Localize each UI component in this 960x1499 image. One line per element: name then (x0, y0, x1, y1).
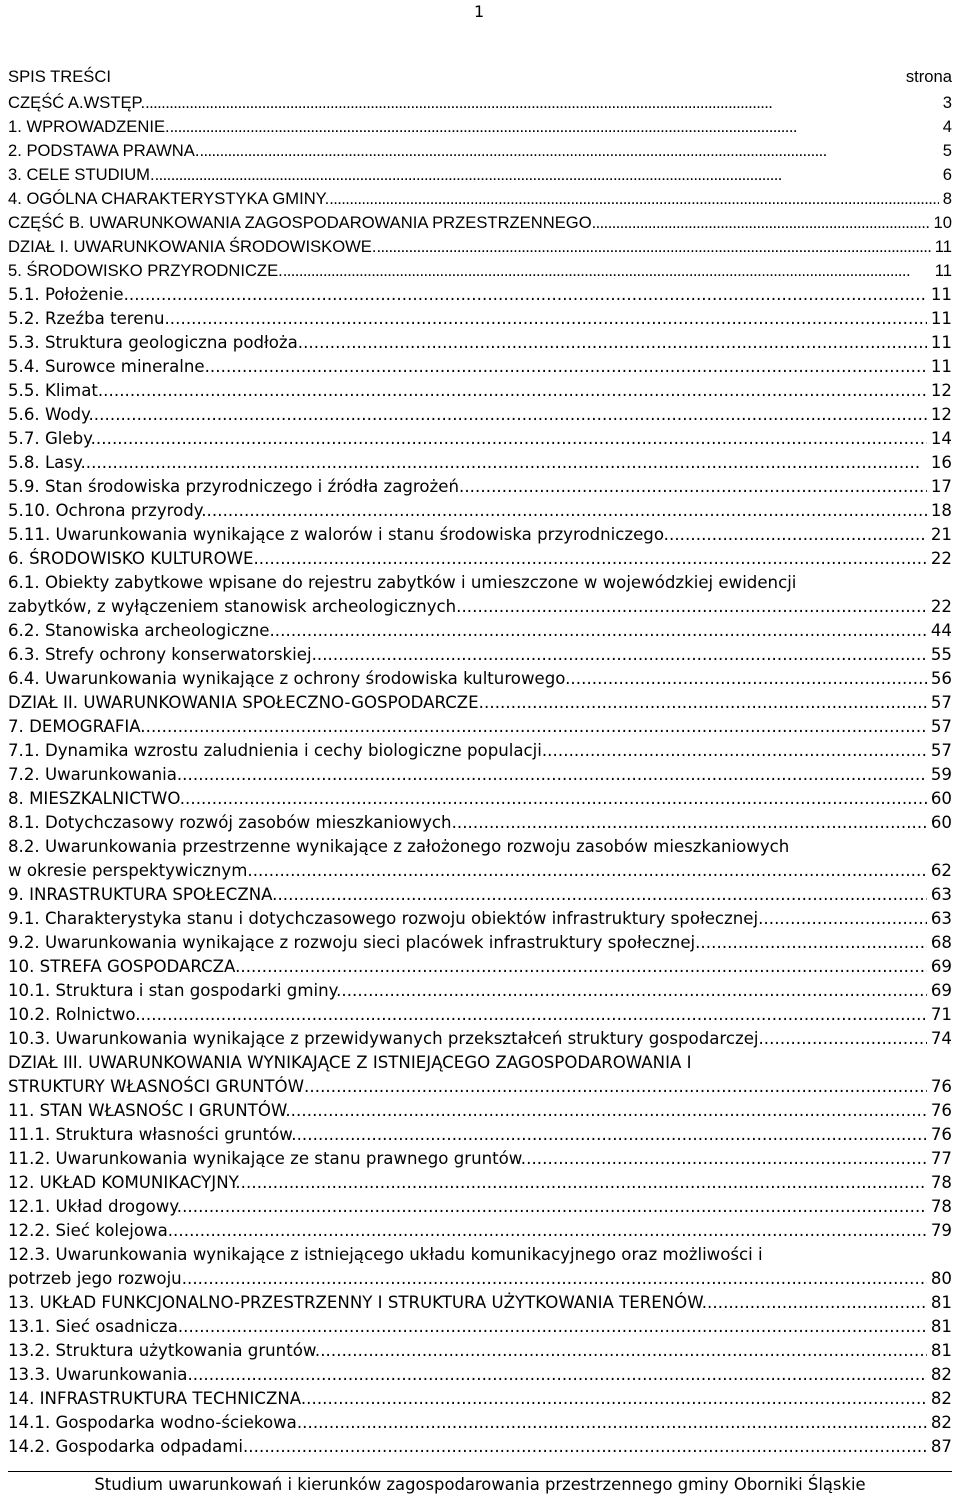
toc-entry[interactable] (8, 1387, 952, 1411)
toc-entry-page: 14 (930, 429, 952, 448)
toc-entry[interactable] (8, 643, 952, 667)
toc-entry-text: DZIAŁ II. UWARUNKOWANIA SPOŁECZNO-GOSPODARCZE (8, 693, 479, 712)
toc-entry-page: 12 (930, 405, 952, 424)
toc-entry-page: 76 (930, 1125, 952, 1144)
toc-dot-leader (170, 115, 939, 139)
toc-entry-page: 81 (930, 1341, 952, 1360)
toc-entry[interactable] (8, 907, 952, 931)
toc-dot-leader (376, 235, 930, 259)
toc-entry-page: 3 (942, 93, 952, 112)
toc-entry-page: 76 (930, 1101, 952, 1120)
toc-dot-leader (592, 211, 930, 235)
toc-dot-leader (700, 931, 926, 955)
toc-entry-page: 4 (942, 117, 952, 136)
toc-entry-text: 9.1. Charakterystyka stanu i dotychczasowego rozwoju obiektów infrastruktury społecznej. (8, 909, 764, 928)
toc-entry-page: 6 (942, 165, 952, 184)
toc-entry[interactable] (8, 667, 952, 691)
toc-entry-text: 14.1. Gospodarka wodno-ściekowa. (8, 1413, 303, 1432)
toc-entry-page: 80 (930, 1269, 952, 1288)
toc-entry[interactable] (8, 307, 952, 331)
toc-entry[interactable] (8, 979, 952, 1003)
toc-dot-leader (297, 1123, 927, 1147)
toc-entry-text: 12.1. Układ drogowy. (8, 1197, 183, 1216)
toc-entry-text: CZĘŚĆ A.WSTĘP. (8, 93, 146, 112)
toc-entry[interactable] (8, 1171, 952, 1195)
toc-dot-leader (320, 1339, 927, 1363)
toc-entry[interactable] (8, 403, 952, 427)
toc-entry-page: 81 (930, 1317, 952, 1336)
toc-entry-text: 12. UKŁAD KOMUNIKACYJNY. (8, 1173, 241, 1192)
toc-entry-page: 60 (930, 813, 952, 832)
toc-entry[interactable] (8, 1123, 952, 1147)
toc-entry-page: 11 (930, 309, 952, 328)
toc-dot-leader (193, 1363, 927, 1387)
toc-entry[interactable] (8, 1435, 952, 1459)
toc-entry-text: 5.3. Struktura geologiczna podłoża. (8, 333, 304, 352)
toc-entry-page: 17 (930, 477, 952, 496)
toc-entry[interactable] (8, 91, 952, 115)
toc-entry-text: 1. WPROWADZENIE. (8, 117, 170, 136)
toc-page-column-label: strona (905, 67, 952, 86)
toc-dot-leader (103, 379, 927, 403)
toc-entry-text: 14.2. Gospodarka odpadami. (8, 1437, 249, 1456)
toc-entry[interactable] (8, 451, 952, 475)
toc-entry-text: 10. STREFA GOSPODARCZA. (8, 957, 241, 976)
toc-entry-page: 57 (930, 693, 952, 712)
toc-dot-leader (275, 619, 927, 643)
toc-entry-text: 5. ŚRODOWISKO PRZYRODNICZE. (8, 261, 283, 280)
toc-entry[interactable] (8, 787, 952, 811)
toc-entry-text-first-line: 8.2. Uwarunkowania przestrzenne wynikające z założonego rozwoju zasobów mieszkaniowych (8, 837, 790, 856)
footer: Studium uwarunkowań i kierunków zagospodarowania przestrzennego gminy Oborniki Śląskie (94, 1475, 866, 1494)
toc-dot-leader (291, 1099, 927, 1123)
toc-entry[interactable] (8, 379, 952, 403)
toc-entry-page: 78 (930, 1197, 952, 1216)
toc-dot-leader (329, 187, 939, 211)
toc-dot-leader (547, 739, 927, 763)
toc-dot-leader (303, 331, 927, 355)
toc-dot-leader (182, 763, 927, 787)
toc-dot-leader (155, 163, 939, 187)
toc-entry[interactable] (8, 1339, 952, 1363)
toc-dot-leader (341, 979, 927, 1003)
toc-entry-text: 4. OGÓLNA CHARAKTERYSTYKA GMINY. (8, 189, 330, 208)
table-of-contents (8, 91, 952, 1459)
toc-entry-text: 5.5. Klimat. (8, 381, 104, 400)
toc-entry[interactable] (8, 355, 952, 379)
toc-entry-page: 63 (930, 885, 952, 904)
toc-dot-leader (459, 475, 927, 499)
toc-entry-text: 10.3. Uwarunkowania wynikające z przewidywanych przekształceń struktury gospodarczej. (8, 1029, 764, 1048)
toc-entry-page: 59 (930, 765, 952, 784)
toc-entry[interactable] (8, 475, 952, 499)
toc-entry-page: 11 (930, 357, 952, 376)
toc-entry[interactable] (8, 1051, 952, 1099)
toc-dot-leader (302, 1411, 927, 1435)
toc-entry-text: 5.7. Gleby. (8, 429, 96, 448)
toc-dot-leader (526, 1147, 927, 1171)
toc-entry-text: 12.2. Sieć kolejowa. (8, 1221, 174, 1240)
toc-dot-leader (764, 1027, 927, 1051)
toc-entry[interactable] (8, 331, 952, 355)
toc-entry-page: 82 (930, 1389, 952, 1408)
toc-dot-leader (141, 1003, 927, 1027)
toc-entry-page: 62 (930, 861, 952, 880)
toc-entry-text: 6.2. Stanowiska archeologiczne. (8, 621, 275, 640)
toc-dot-leader (173, 1219, 927, 1243)
toc-entry-text: 5.1. Położenie. (8, 285, 129, 304)
toc-entry[interactable] (8, 763, 952, 787)
toc-entry-text: 13.3. Uwarunkowania. (8, 1365, 193, 1384)
toc-entry-page: 63 (930, 909, 952, 928)
toc-dot-leader (283, 259, 931, 283)
toc-title: SPIS TREŚCI (8, 67, 111, 86)
toc-dot-leader (317, 643, 927, 667)
toc-entry-text: 8. MIESZKALNICTWO. (8, 789, 185, 808)
toc-entry-text: 11. STAN WŁASNOŚC I GRUNTÓW. (8, 1101, 291, 1120)
toc-entry-text: 10.1. Struktura i stan gospodarki gminy. (8, 981, 342, 1000)
toc-entry-text: zabytków, z wyłączeniem stanowisk archeologicznych. (8, 597, 462, 616)
toc-entry[interactable] (8, 811, 952, 835)
toc-entry-text: 5.11. Uwarunkowania wynikające z walorów i stanu środowiska przyrodniczego. (8, 525, 669, 544)
toc-dot-leader (259, 547, 927, 571)
toc-entry[interactable] (8, 619, 952, 643)
toc-entry-text: STRUKTURY WŁASNOŚCI GRUNTÓW (8, 1077, 305, 1096)
toc-dot-leader (183, 1315, 927, 1339)
toc-entry-text: 13. UKŁAD FUNKCJONALNO-PRZESTRZENNY I STRUKTURA UŻYTKOWANIA TERENÓW. (8, 1293, 708, 1312)
toc-entry[interactable] (8, 163, 952, 187)
toc-entry-page: 16 (930, 453, 952, 472)
toc-entry-text: DZIAŁ I. UWARUNKOWANIA ŚRODOWISKOWE. (8, 237, 377, 256)
toc-dot-leader (170, 307, 927, 331)
toc-entry-page: 5 (942, 141, 952, 160)
toc-entry-page: 74 (930, 1029, 952, 1048)
toc-entry[interactable] (8, 883, 952, 907)
toc-entry[interactable] (8, 931, 952, 955)
toc-entry-text: 7. DEMOGRAFIA. (8, 717, 146, 736)
toc-entry-text: 9.2. Uwarunkowania wynikające z rozwoju sieci placówek infrastruktury społecznej. (8, 933, 701, 952)
toc-entry-text: 3. CELE STUDIUM. (8, 165, 155, 184)
toc-entry-page: 76 (930, 1077, 952, 1096)
toc-header (8, 67, 952, 91)
toc-dot-leader (304, 1075, 927, 1099)
toc-entry[interactable] (8, 1243, 952, 1291)
toc-entry[interactable] (8, 715, 952, 739)
toc-entry-text: 7.1. Dynamika wzrostu zaludnienia i cechy biologiczne populacji. (8, 741, 548, 760)
toc-entry[interactable] (8, 835, 952, 883)
toc-entry[interactable] (8, 955, 952, 979)
toc-entry-page: 12 (930, 381, 952, 400)
toc-entry-page: 81 (930, 1293, 952, 1312)
toc-entry-text-first-line: DZIAŁ III. UWARUNKOWANIA WYNIKAJĄCE Z ISTNIEJĄCEGO ZAGOSPODAROWANIA I (8, 1053, 692, 1072)
toc-entry-text: 5.8. Lasy. (8, 453, 86, 472)
toc-entry-page: 60 (930, 789, 952, 808)
toc-entry-text: 14. INFRASTRUKTURA TECHNICZNA. (8, 1389, 307, 1408)
toc-dot-leader (145, 91, 939, 115)
toc-dot-leader (461, 595, 926, 619)
toc-entry-page: 71 (930, 1005, 952, 1024)
toc-entry-page: 68 (930, 933, 952, 952)
toc-dot-leader (479, 691, 927, 715)
toc-entry-text: 13.2. Struktura użytkowania gruntów. (8, 1341, 321, 1360)
toc-dot-leader (146, 715, 927, 739)
toc-entry[interactable] (8, 547, 952, 571)
toc-entry-page: 22 (930, 549, 952, 568)
footer-divider (8, 1471, 952, 1472)
toc-dot-leader (86, 451, 927, 475)
toc-entry[interactable] (8, 1027, 952, 1051)
toc-entry[interactable] (8, 1195, 952, 1219)
toc-entry[interactable] (8, 235, 952, 259)
toc-entry-text: 5.4. Surowce mineralne. (8, 357, 210, 376)
toc-dot-leader (210, 355, 927, 379)
toc-entry[interactable] (8, 499, 952, 523)
toc-entry-text-first-line: 12.3. Uwarunkowania wynikające z istniejącego układu komunikacyjnego oraz możliwości i (8, 1245, 763, 1264)
toc-entry[interactable] (8, 1147, 952, 1171)
toc-dot-leader (187, 1267, 927, 1291)
toc-dot-leader (240, 955, 927, 979)
toc-entry[interactable] (8, 1291, 952, 1315)
toc-entry-text: 11.2. Uwarunkowania wynikające ze stanu prawnego gruntów. (8, 1149, 527, 1168)
toc-entry[interactable] (8, 523, 952, 547)
toc-entry-text: 13.1. Sieć osadnicza. (8, 1317, 184, 1336)
toc-entry-page: 18 (930, 501, 952, 520)
toc-entry[interactable] (8, 691, 952, 715)
toc-entry[interactable] (8, 283, 952, 307)
toc-dot-leader (185, 787, 927, 811)
toc-entry-text: w okresie perspektywicznym. (8, 861, 253, 880)
toc-entry-text: 10.2. Rolnictwo. (8, 1005, 141, 1024)
toc-entry-text: 5.9. Stan środowiska przyrodniczego i źródła zagrożeń (8, 477, 459, 496)
toc-entry[interactable] (8, 1099, 952, 1123)
toc-entry-text: 7.2. Uwarunkowania. (8, 765, 183, 784)
toc-entry-page: 11 (934, 261, 952, 280)
toc-dot-leader (94, 403, 927, 427)
toc-dot-leader (277, 883, 926, 907)
toc-dot-leader (241, 1171, 927, 1195)
toc-dot-leader (129, 283, 927, 307)
toc-entry[interactable] (8, 187, 952, 211)
toc-entry-text: 11.1. Struktura własności gruntów. (8, 1125, 297, 1144)
toc-dot-leader (199, 139, 938, 163)
toc-entry-text: CZĘŚĆ B. UWARUNKOWANIA ZAGOSPODAROWANIA PRZESTRZENNEGO (8, 213, 592, 232)
toc-entry-page: 8 (942, 189, 952, 208)
toc-entry-page: 22 (930, 597, 952, 616)
toc-entry-page: 69 (930, 981, 952, 1000)
toc-entry-page: 55 (930, 645, 952, 664)
toc-entry-text: 5.2. Rzeźba terenu. (8, 309, 170, 328)
toc-dot-leader (96, 427, 927, 451)
toc-entry-page: 82 (930, 1413, 952, 1432)
page-number: 1 (474, 2, 485, 21)
toc-dot-leader (570, 667, 926, 691)
toc-dot-leader (248, 1435, 927, 1459)
toc-entry-text: 6.4. Uwarunkowania wynikające z ochrony środowiska kulturowego. (8, 669, 571, 688)
toc-entry-page: 77 (930, 1149, 952, 1168)
toc-entry-page: 11 (930, 333, 952, 352)
toc-entry-page: 79 (930, 1221, 952, 1240)
toc-entry-text: 6.3. Strefy ochrony konserwatorskiej. (8, 645, 317, 664)
toc-dot-leader (669, 523, 927, 547)
toc-entry[interactable] (8, 1411, 952, 1435)
toc-entry-page: 11 (934, 237, 952, 256)
toc-entry-text-first-line: 6.1. Obiekty zabytkowe wpisane do rejestru zabytków i umieszczone w wojewódzkiej ewidencji (8, 573, 797, 592)
toc-entry-page: 10 (933, 213, 952, 232)
toc-dot-leader (207, 499, 927, 523)
toc-entry-page: 87 (930, 1437, 952, 1456)
toc-entry[interactable] (8, 259, 952, 283)
toc-entry[interactable] (8, 1363, 952, 1387)
toc-entry[interactable] (8, 1315, 952, 1339)
toc-entry[interactable] (8, 1003, 952, 1027)
toc-dot-leader (763, 907, 927, 931)
toc-dot-leader (707, 1291, 927, 1315)
toc-entry[interactable] (8, 427, 952, 451)
toc-dot-leader (306, 1387, 927, 1411)
toc-entry-page: 44 (930, 621, 952, 640)
toc-entry-text: 6. ŚRODOWISKO KULTUROWE. (8, 549, 259, 568)
toc-entry-page: 57 (930, 717, 952, 736)
toc-entry-text: 2. PODSTAWA PRAWNA. (8, 141, 200, 160)
toc-dot-leader (182, 1195, 927, 1219)
toc-entry-page: 56 (930, 669, 952, 688)
toc-entry[interactable] (8, 211, 952, 235)
toc-entry-text: 8.1. Dotychczasowy rozwój zasobów mieszkaniowych. (8, 813, 457, 832)
toc-entry-text: potrzeb jego rozwoju. (8, 1269, 187, 1288)
toc-entry[interactable] (8, 139, 952, 163)
toc-entry-text: 5.6. Wody. (8, 405, 94, 424)
toc-entry-page: 11 (930, 285, 952, 304)
toc-entry[interactable] (8, 571, 952, 619)
toc-entry-page: 78 (930, 1173, 952, 1192)
toc-entry[interactable] (8, 739, 952, 763)
toc-entry-page: 69 (930, 957, 952, 976)
toc-entry-page: 21 (930, 525, 952, 544)
toc-entry[interactable] (8, 115, 952, 139)
toc-entry-text: 5.10. Ochrona przyrody. (8, 501, 207, 520)
toc-entry[interactable] (8, 1219, 952, 1243)
toc-dot-leader (253, 859, 927, 883)
toc-entry-text: 9. INRASTRUKTURA SPOŁECZNA. (8, 885, 278, 904)
toc-entry-page: 57 (930, 741, 952, 760)
toc-dot-leader (457, 811, 927, 835)
toc-entry-page: 82 (930, 1365, 952, 1384)
